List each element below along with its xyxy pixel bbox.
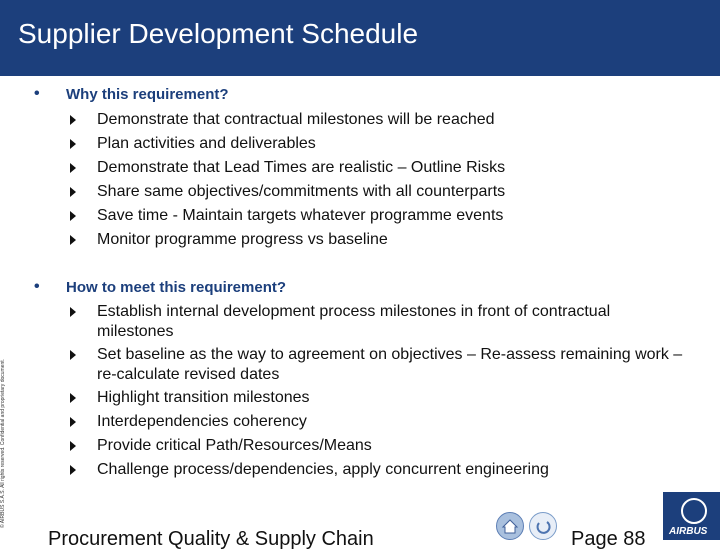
list-item (70, 182, 690, 202)
arrow-bullet-icon (70, 235, 76, 245)
copyright-note: © AIRBUS S.A.S. All rights reserved. Confidential and proprietary document. (0, 358, 6, 528)
bullet-icon: • (34, 85, 40, 102)
back-icon[interactable] (529, 512, 557, 540)
arrow-bullet-icon (70, 441, 76, 451)
back-icon-glyph (530, 513, 556, 539)
section-heading-label: Why this requirement? (66, 86, 229, 103)
home-icon-glyph (497, 513, 523, 539)
page-number: Page 88 (571, 528, 646, 550)
logo-mark-icon (681, 498, 707, 524)
home-icon[interactable] (496, 512, 524, 540)
footer-label: Procurement Quality & Supply Chain (48, 528, 374, 550)
section-heading-label: How to meet this requirement? (66, 279, 287, 296)
list-item (70, 134, 690, 154)
list-item-text: Challenge process/dependencies, apply concurrent engineering (97, 461, 549, 478)
list-item (70, 158, 690, 178)
arrow-bullet-icon (70, 307, 76, 317)
list-item (70, 460, 690, 480)
list-item-text: Plan activities and deliverables (97, 135, 316, 152)
list-item-text: Monitor programme progress vs baseline (97, 231, 388, 248)
list-item (70, 345, 690, 385)
list-item-text: Share same objectives/commitments with all counterparts (97, 183, 506, 200)
list-item-text: Provide critical Path/Resources/Means (97, 437, 372, 454)
arrow-bullet-icon (70, 417, 76, 427)
list-item-text: Establish internal development process milestones in front of contractual milestones (97, 303, 611, 340)
airbus-logo (663, 492, 720, 540)
arrow-bullet-icon (70, 187, 76, 197)
list-item-text: Interdependencies coherency (97, 413, 307, 430)
list-item (70, 110, 690, 130)
arrow-bullet-icon (70, 393, 76, 403)
logo-text: AIRBUS (669, 526, 708, 537)
list-item (70, 412, 690, 432)
arrow-bullet-icon (70, 115, 76, 125)
bullet-icon: • (34, 278, 40, 295)
list-item-text: Demonstrate that contractual milestones will be reached (97, 111, 495, 128)
arrow-bullet-icon (70, 163, 76, 173)
list-item (70, 206, 690, 226)
arrow-bullet-icon (70, 139, 76, 149)
list-item (70, 230, 690, 250)
list-item-text: Set baseline as the way to agreement on objectives – Re-assess remaining work – re-calculate revised dates (97, 346, 683, 383)
page-title: Supplier Development Schedule (18, 18, 419, 49)
list-item (70, 436, 690, 456)
title-bar (0, 0, 720, 76)
arrow-bullet-icon (70, 350, 76, 360)
arrow-bullet-icon (70, 211, 76, 221)
list-item-text: Save time - Maintain targets whatever programme events (97, 207, 504, 224)
list-item (70, 388, 690, 408)
list-item (70, 302, 690, 342)
list-item-text: Highlight transition milestones (97, 389, 310, 406)
arrow-bullet-icon (70, 465, 76, 475)
list-item-text: Demonstrate that Lead Times are realistic – Outline Risks (97, 159, 506, 176)
